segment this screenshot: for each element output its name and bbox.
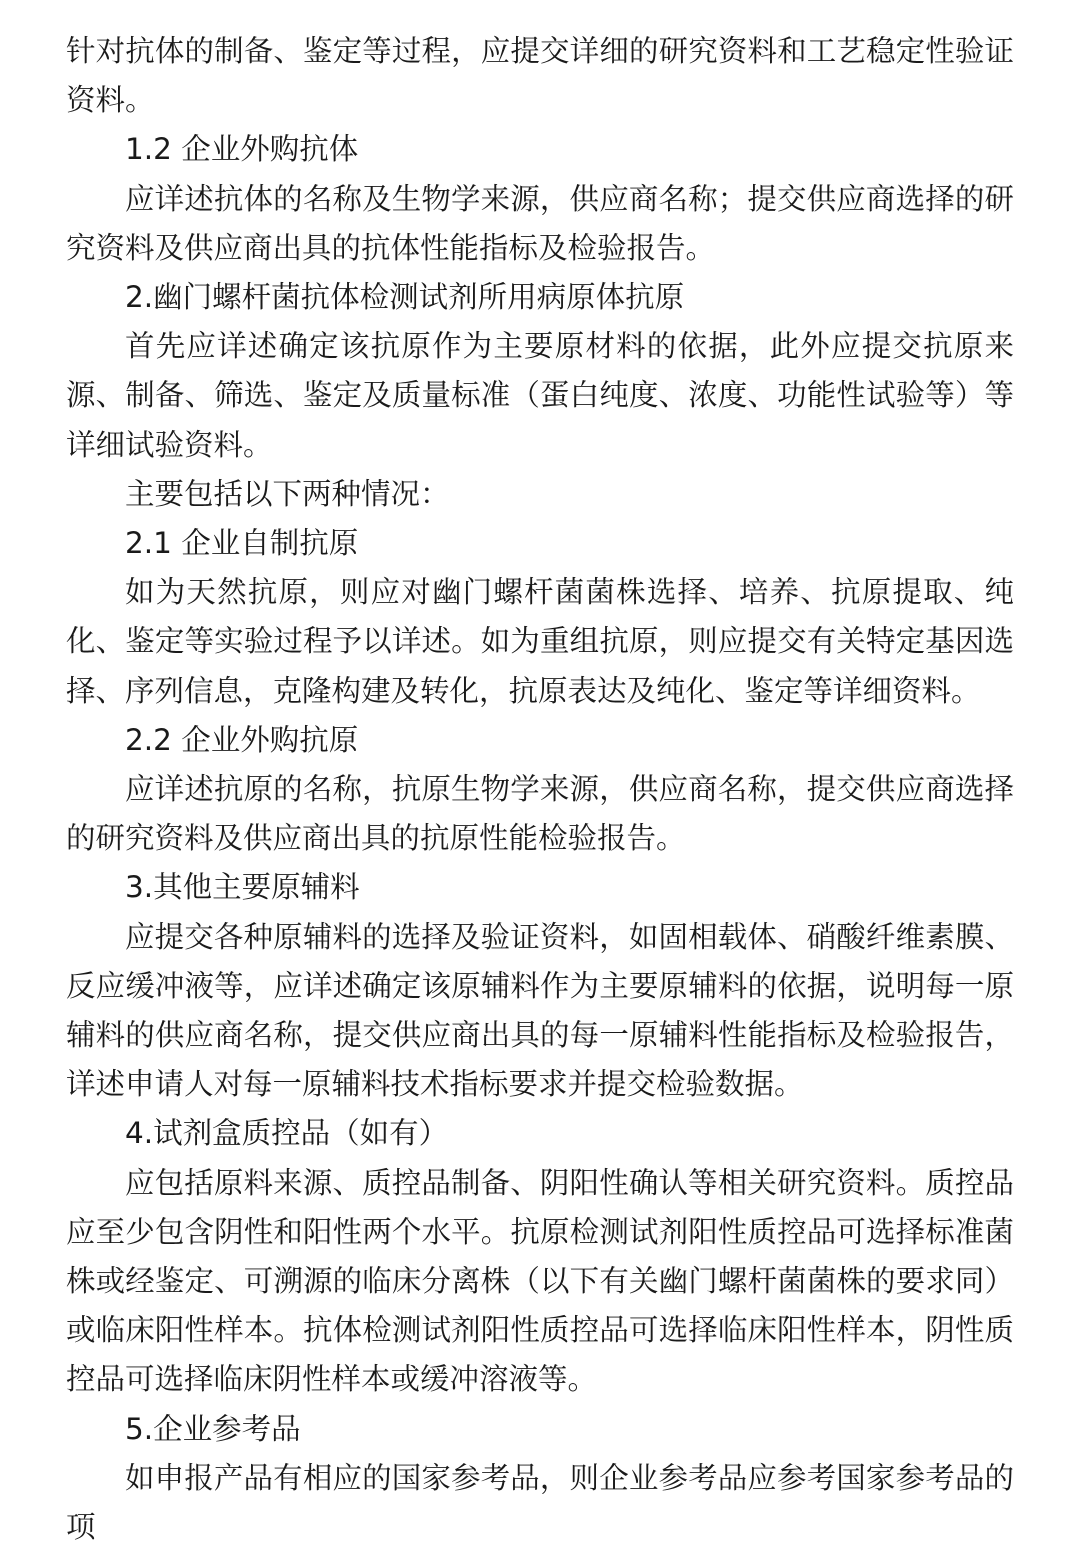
paragraph-purchased-antibody: 应详述抗体的名称及生物学来源，供应商名称；提交供应商选择的研究资料及供应商出具的抗体性能指标及检验报告。 xyxy=(66,181,1014,265)
paragraph-other-materials: 应提交各种原辅料的选择及验证资料，如固相载体、硝酸纤维素膜、反应缓冲液等，应详述确定该原辅料作为主要原辅料的依据，说明每一原辅料的供应商名称，提交供应商出具的每一原辅料性能指标及检验报告，详述申请人对每一原辅料技术指标要求并提交检验数据。 xyxy=(66,919,1014,1102)
paragraph-antibody-preparation-continued: 针对抗体的制备、鉴定等过程，应提交详细的研究资料和工艺稳定性验证资料。 xyxy=(66,34,1014,118)
section-heading-2: 2.幽门螺杆菌抗体检测试剂所用病原体抗原 xyxy=(125,280,685,315)
paragraph-self-made-antigen: 如为天然抗原，则应对幽门螺杆菌菌株选择、培养、抗原提取、纯化、鉴定等实验过程予以详述。如为重组抗原，则应提交有关特定基因选择、序列信息，克隆构建及转化，抗原表达及纯化、鉴定等详细资料。 xyxy=(66,575,1014,708)
paragraph-quality-control: 应包括原料来源、质控品制备、阴阳性确认等相关研究资料。质控品应至少包含阴性和阳性两个水平。抗原检测试剂阳性质控品可选择标准菌株或经鉴定、可溯源的临床分离株（以下有关幽门螺杆菌菌株的要求同）或临床阳性样本。抗体检测试剂阳性质控品可选择临床阳性样本，阴性质控品可选择临床阴性样本或缓冲溶液等。 xyxy=(66,1165,1014,1397)
paragraph-two-cases: 主要包括以下两种情况： xyxy=(125,476,450,511)
section-heading-3: 3.其他主要原辅料 xyxy=(125,870,360,905)
section-heading-5: 5.企业参考品 xyxy=(125,1411,301,1446)
paragraph-reference-materials: 如申报产品有相应的国家参考品，则企业参考品应参考国家参考品的项 xyxy=(66,1460,1014,1545)
section-heading-1-2: 1.2 企业外购抗体 xyxy=(125,132,359,167)
paragraph-antigen-basis: 首先应详述确定该抗原作为主要原材料的依据，此外应提交抗原来源、制备、筛选、鉴定及质量标准（蛋白纯度、浓度、功能性试验等）等详细试验资料。 xyxy=(66,329,1014,462)
section-heading-4: 4.试剂盒质控品（如有） xyxy=(125,1116,449,1151)
section-heading-2-1: 2.1 企业自制抗原 xyxy=(125,526,359,561)
paragraph-purchased-antigen: 应详述抗原的名称，抗原生物学来源，供应商名称，提交供应商选择的研究资料及供应商出具的抗原性能检验报告。 xyxy=(66,772,1014,856)
section-heading-2-2: 2.2 企业外购抗原 xyxy=(125,722,359,757)
